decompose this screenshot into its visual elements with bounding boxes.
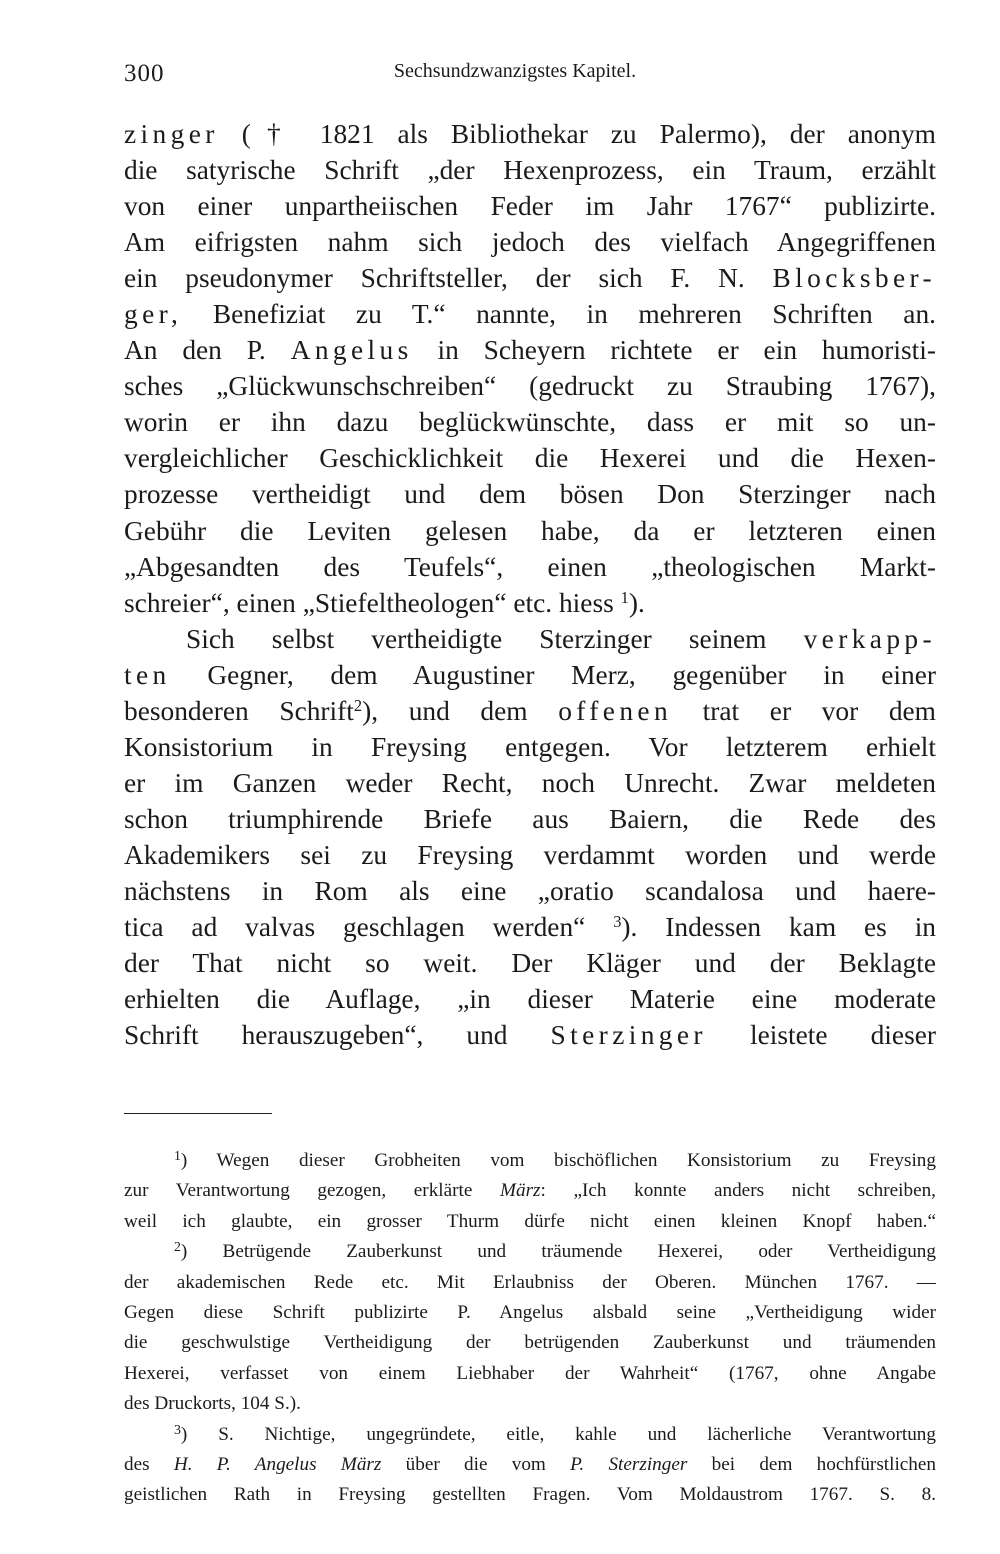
footnote-line: der akademischen Rede etc. Mit Erlaubniss der Oberen. München 1767. — bbox=[124, 1271, 936, 1293]
body-line: die satyrische Schrift „der Hexenprozess, ein Traum, erzählt bbox=[124, 155, 936, 186]
body-line: tica ad valvas geschlagen werden“ $^3$). Indessen kam es in bbox=[124, 912, 936, 943]
footnote-line: des Druckorts, 104 S.). bbox=[124, 1393, 301, 1415]
body-line: von einer unpartheiischen Feder im Jahr 1767“ publizirte. bbox=[124, 191, 936, 222]
footnote-2: $^2$) Betrügende Zauberkunst und träumende Hexerei, oder Vertheidigung bbox=[174, 1238, 936, 1263]
body-line: Am eifrigsten nahm sich jedoch des vielfach Angegriffenen bbox=[124, 227, 936, 258]
footnote-ref: 2 bbox=[353, 695, 363, 715]
footnote-line: Hexerei, verfasset von einem Liebhaber der Wahrheit“ (1767, ohne Angabe bbox=[124, 1362, 936, 1384]
body-line: ein pseudonymer Schriftsteller, der sich F. N. Blocksber- bbox=[124, 263, 936, 294]
page-number: 300 bbox=[124, 60, 165, 87]
body-line: schon triumphirende Briefe aus Baiern, die Rede des bbox=[124, 803, 936, 834]
body-line: besonderen Schrift$^2$), und dem offenen trat er vor dem bbox=[124, 695, 936, 726]
footnote-1: $^1$) Wegen dieser Grobheiten vom bischöflichen Konsistorium zu Freysing bbox=[174, 1147, 936, 1171]
body-line: Gebühr die Leviten gelesen habe, da er letzteren einen bbox=[124, 515, 936, 546]
footnote-rule bbox=[124, 1113, 272, 1114]
footnote-line: Gegen diese Schrift publizirte P. Angelus alsbald seine „Vertheidigung wider bbox=[124, 1301, 936, 1323]
body-line: sches „Glückwunschschreiben“ (gedruckt zu Straubing 1767), bbox=[124, 371, 936, 402]
body-line: der That nicht so weit. Der Kläger und der Beklagte bbox=[124, 948, 936, 979]
body-line: worin er ihn dazu beglückwünschte, dass er mit so un- bbox=[124, 407, 936, 438]
footnote-ref: 1 bbox=[620, 587, 629, 607]
footnote-3: $^3$) S. Nichtige, ungegründete, eitle, kahle und lächerliche Verantwortung bbox=[174, 1421, 936, 1445]
body-line: Schrift herauszugeben“, und Sterzinger leistete dieser bbox=[124, 1020, 937, 1051]
body-line: vergleichlicher Geschicklichkeit die Hexerei und die Hexen- bbox=[124, 443, 936, 474]
body-line: ten Gegner, dem Augustiner Merz, gegenüber in einer bbox=[124, 659, 936, 690]
body-line: zinger († 1821 als Bibliothekar zu Palermo), der anonym bbox=[124, 119, 936, 149]
footnote-line: des H. P. Angelus März über die vom P. Sterzinger bei dem hochfürstlichen bbox=[124, 1453, 937, 1475]
footnote-line: die geschwulstige Vertheidigung der betrügenden Zauberkunst und träumenden bbox=[124, 1332, 936, 1354]
body-line: An den P. Angelus in Scheyern richtete er ein humoristi- bbox=[124, 335, 936, 366]
footnote-mark: 1 bbox=[174, 1147, 181, 1163]
body-line: ger, Benefiziat zu T.“ nannte, in mehreren Schriften an. bbox=[124, 299, 936, 330]
footnote-line: geistlichen Rath in Freysing gestellten Fragen. Vom Moldaustrom 1767. S. 8. bbox=[124, 1484, 936, 1506]
footnote-line: weil ich glaubte, ein grosser Thurm dürfe nicht einen kleinen Knopf haben.“ bbox=[124, 1210, 936, 1232]
footnote-mark: 2 bbox=[174, 1238, 181, 1254]
body-line: prozesse vertheidigt und dem bösen Don Sterzinger nach bbox=[124, 479, 936, 510]
body-line: Sich selbst vertheidigte Sterzinger seinem verkapp- bbox=[186, 623, 936, 654]
footnote-line: zur Verantwortung gezogen, erklärte März: „Ich konnte anders nicht schreiben, bbox=[124, 1180, 936, 1202]
body-line: „Abgesandten des Teufels“, einen „theologischen Markt- bbox=[124, 551, 936, 582]
body-line: erhielten die Auflage, „in dieser Materie eine moderate bbox=[124, 984, 936, 1015]
footnotes bbox=[124, 1146, 936, 1511]
body-line: Konsistorium in Freysing entgegen. Vor letzterem erhielt bbox=[124, 731, 936, 762]
footnote-ref: 3 bbox=[613, 912, 622, 931]
body-line: Akademikers sei zu Freysing verdammt worden und werde bbox=[124, 839, 936, 870]
body-line: er im Ganzen weder Recht, noch Unrecht. Zwar meldeten bbox=[124, 767, 936, 798]
body-line: schreier“, einen „Stiefeltheologen“ etc. hiess $^1$). bbox=[124, 587, 645, 618]
body-line: nächstens in Rom als eine „oratio scandalosa und haere- bbox=[124, 875, 936, 906]
running-head: Sechsundzwanzigstes Kapitel. bbox=[393, 60, 637, 82]
footnote-mark: 3 bbox=[174, 1421, 181, 1437]
body-text bbox=[124, 116, 936, 1053]
